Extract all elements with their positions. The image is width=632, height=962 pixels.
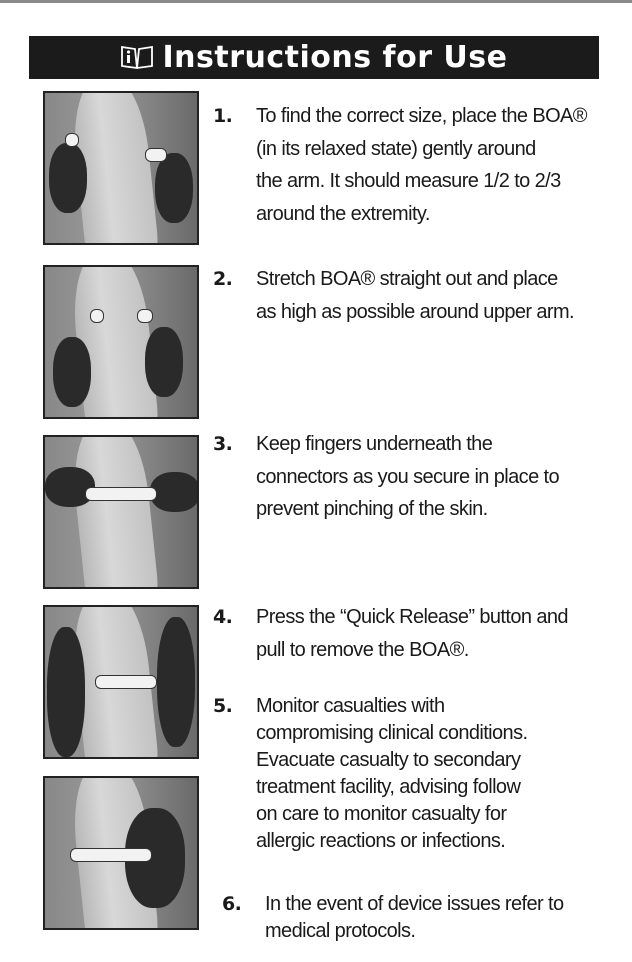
step-5: [213, 693, 527, 855]
step-3: [213, 428, 559, 526]
page-title: Instructions for Use: [162, 40, 508, 75]
step-6: [222, 891, 564, 945]
step-3-photo: [43, 435, 199, 589]
step-1: [213, 100, 587, 230]
step-1-photo: [43, 91, 199, 245]
step-text: Press the “Quick Release” button and pull to remove the BOA®.: [256, 606, 568, 661]
step-4: [213, 601, 568, 666]
step-number: 1.: [213, 105, 233, 127]
info-book-icon: [120, 44, 154, 72]
step-text: In the event of device issues refer to medical protocols.: [265, 893, 564, 942]
step-4-photo: [43, 605, 199, 759]
step-text: Stretch BOA® straight out and place as high as possible around upper arm.: [256, 268, 575, 323]
step-text: To find the correct size, place the BOA® (in its relaxed state) gently around the arm. It should measure 1/2 to 2/3 around the extremity.: [256, 105, 587, 225]
step-5-photo: [43, 776, 199, 930]
step-text: Keep fingers underneath the connectors as you secure in place to prevent pinching of the skin.: [256, 433, 560, 520]
step-number: 3.: [213, 433, 233, 455]
step-number: 5.: [213, 695, 233, 717]
step-2-photo: [43, 265, 199, 419]
step-number: 6.: [222, 893, 242, 915]
header-banner: [29, 36, 599, 79]
step-2: [213, 263, 574, 328]
step-number: 4.: [213, 606, 233, 628]
step-text: Monitor casualties with compromising clinical conditions. Evacuate casualty to secondary treatment facility, advising follow on care to monitor casualty for allergic reactions or infections.: [256, 695, 528, 852]
step-number: 2.: [213, 268, 233, 290]
